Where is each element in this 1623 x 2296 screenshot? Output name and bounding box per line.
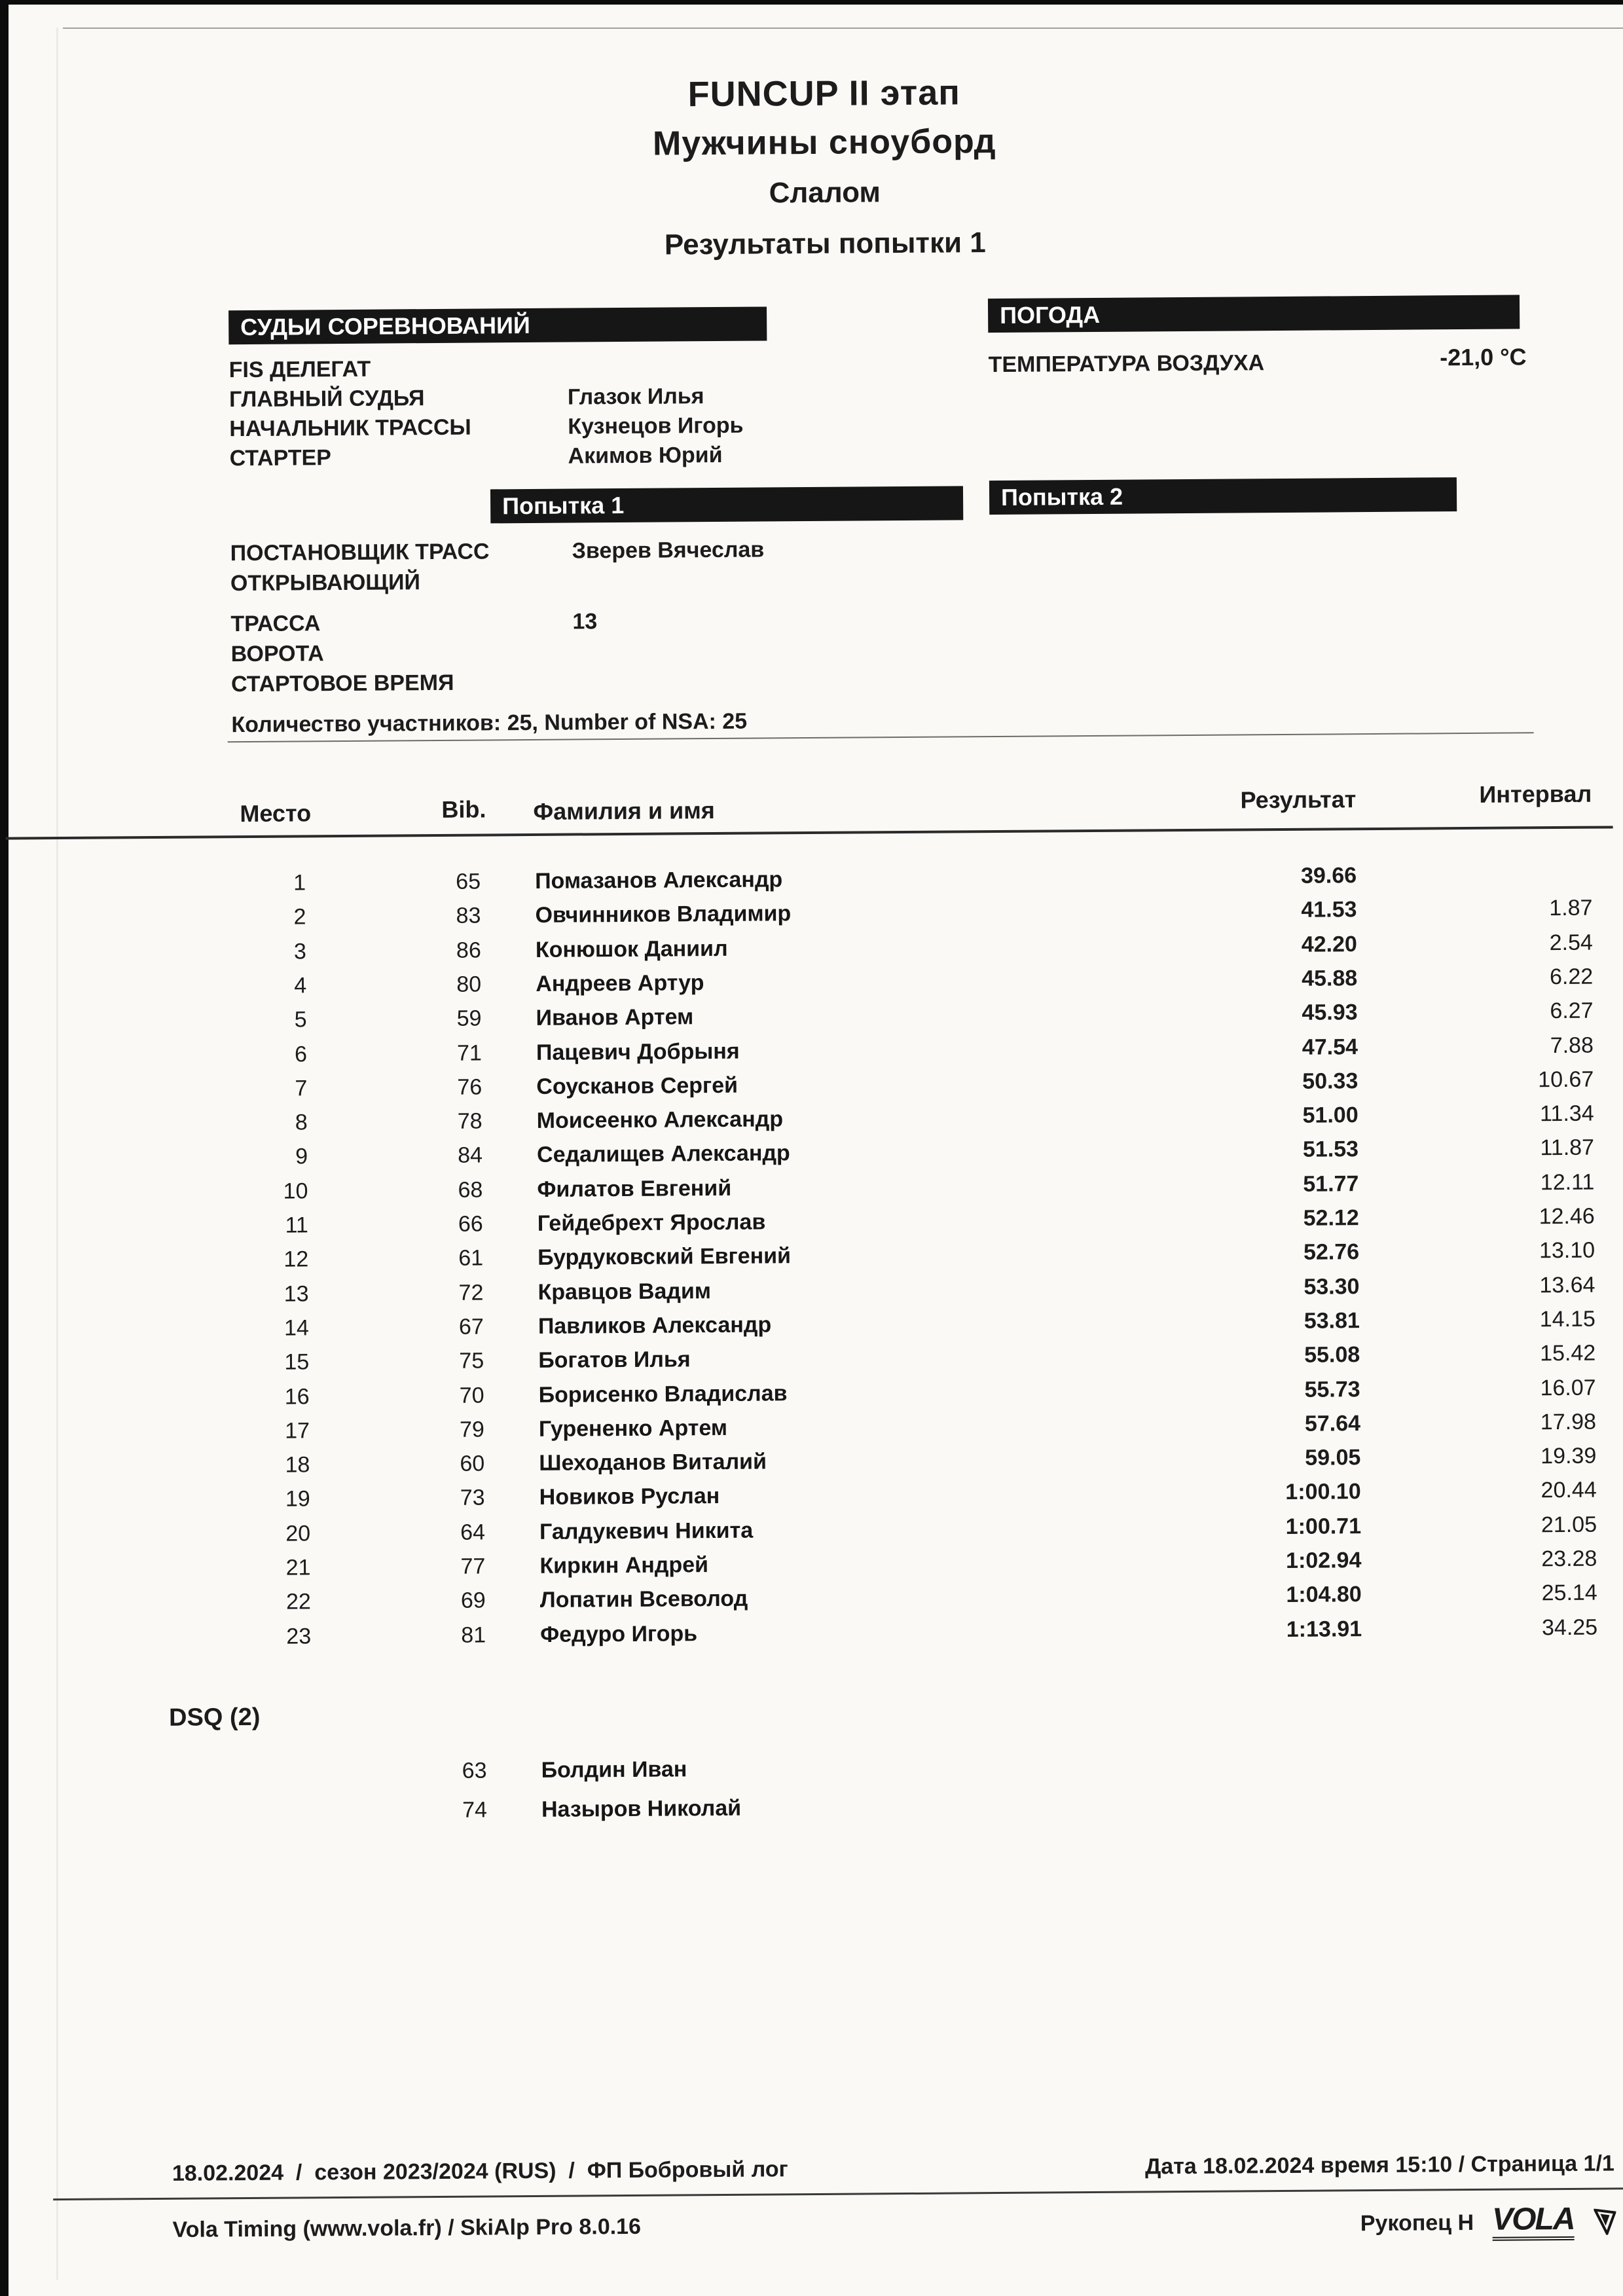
cell-result: 55.08: [1304, 1342, 1360, 1368]
cell-place: 12: [283, 1247, 309, 1272]
cell-result: 1:02.94: [1285, 1548, 1362, 1573]
cell-bib: 75: [459, 1348, 484, 1374]
cell-name: Галдукевич Никита: [539, 1518, 754, 1544]
cell-name: Богатов Илья: [538, 1347, 691, 1374]
cell-bib: 70: [459, 1383, 484, 1408]
cell-interval: 15.42: [1539, 1340, 1596, 1366]
cell-bib: 76: [457, 1074, 483, 1100]
cell-bib: 65: [456, 869, 481, 894]
cell-interval: 12.46: [1539, 1203, 1595, 1230]
cell-place: 10: [283, 1178, 308, 1204]
cell-interval: [1402, 862, 1592, 863]
judge-label-fis-delegate: FIS ДЕЛЕГАТ: [228, 356, 371, 383]
cell-name: Новиков Руслан: [539, 1484, 720, 1510]
cell-place: 5: [294, 1007, 307, 1032]
cell-interval: 21.05: [1541, 1512, 1597, 1537]
course-setter-value: Зверев Вячеслав: [572, 537, 765, 564]
cell-bib: 66: [458, 1211, 483, 1237]
cell-bib: 83: [456, 903, 481, 929]
course-value: 13: [572, 609, 598, 634]
cell-interval: 11.87: [1540, 1135, 1595, 1161]
cell-result: 1:13.91: [1286, 1616, 1362, 1642]
cell-name: Болдин Иван: [541, 1757, 687, 1783]
results-title: Результаты попытки 1: [664, 227, 986, 261]
cell-place: 9: [295, 1144, 308, 1169]
cell-place: 11: [285, 1212, 308, 1238]
cell-name: Назыров Николай: [541, 1795, 742, 1822]
discipline-title: Слалом: [769, 176, 881, 210]
cell-place: 16: [284, 1383, 310, 1410]
cell-result: 1:00.71: [1285, 1513, 1362, 1539]
cell-interval: 1.87: [1549, 895, 1593, 921]
cell-bib: 79: [459, 1417, 485, 1442]
cell-place: 23: [286, 1623, 312, 1649]
cell-interval: 20.44: [1541, 1478, 1597, 1503]
cell-interval: 6.22: [1549, 964, 1594, 990]
cell-result: 55.73: [1304, 1376, 1360, 1402]
cell-interval: 12.11: [1540, 1169, 1595, 1195]
cell-interval: 34.25: [1541, 1614, 1598, 1640]
vola-logo-triangle-icon: [1594, 2208, 1616, 2234]
attempt2-section-header: Попытка 2: [989, 477, 1457, 515]
cell-result: 52.76: [1303, 1239, 1360, 1266]
dsq-section-label: DSQ (2): [168, 1703, 261, 1732]
footer-signature-block: [1360, 2203, 1616, 2242]
cell-result: 42.20: [1301, 931, 1357, 957]
judge-label-chief-judge: ГЛАВНЫЙ СУДЬЯ: [228, 386, 425, 412]
cell-interval: 13.64: [1539, 1272, 1596, 1298]
judge-label-starter: СТАРТЕР: [229, 445, 332, 471]
cell-name: Седалищев Александр: [536, 1140, 790, 1168]
cell-name: Лопатин Всеволод: [539, 1586, 748, 1613]
cell-name: Филатов Евгений: [537, 1175, 732, 1202]
dsq-row: [5, 1789, 1623, 1832]
cell-interval: 14.15: [1539, 1306, 1596, 1332]
cell-place: 8: [295, 1110, 308, 1135]
cell-name: Пацевич Добрыня: [536, 1038, 740, 1065]
cell-result: 45.88: [1301, 966, 1358, 991]
cell-name: Шеходанов Виталий: [539, 1449, 767, 1476]
cell-interval: 10.67: [1538, 1066, 1594, 1093]
cell-place: 20: [285, 1521, 311, 1546]
cell-name: Помазанов Александр: [535, 867, 783, 894]
footer-software-info: Vola Timing (www.vola.fr) / SkiAlp Pro 8.0.16: [172, 2214, 642, 2242]
cell-bib: 64: [460, 1520, 486, 1545]
column-header-name: Фамилия и имя: [533, 797, 715, 825]
column-header-interval: Интервал: [1479, 780, 1592, 808]
cell-interval: 17.98: [1540, 1409, 1597, 1435]
cell-place: 14: [283, 1315, 310, 1341]
cell-bib: 59: [456, 1006, 482, 1031]
cell-bib: 81: [461, 1622, 486, 1648]
forerunner-label: ОТКРЫВАЮЩИЙ: [230, 570, 421, 596]
cell-place: 17: [285, 1418, 310, 1444]
cell-result: 50.33: [1302, 1068, 1359, 1094]
cell-place: 7: [295, 1076, 308, 1101]
cell-name: Павликов Александр: [538, 1312, 772, 1339]
judges-section-header: СУДЬИ СОРЕВНОВАНИЙ: [228, 306, 767, 344]
cell-name: Соусканов Сергей: [536, 1072, 739, 1099]
participants-count: Количество участников: 25, Number of NSA: 25: [231, 708, 748, 738]
course-setter-label: ПОСТАНОВЩИК ТРАСС: [230, 539, 490, 566]
cell-place: 1: [293, 870, 306, 896]
cell-result: 1:00.10: [1285, 1479, 1361, 1505]
cell-name: Иванов Артем: [536, 1004, 694, 1031]
temperature-label: ТЕМПЕРАТУРА ВОЗДУХА: [988, 350, 1265, 378]
cell-bib: 84: [458, 1142, 483, 1169]
weather-section-header: ПОГОДА: [988, 295, 1520, 333]
cell-interval: 19.39: [1541, 1443, 1597, 1469]
cell-bib: 69: [460, 1588, 486, 1614]
temperature-value: -21,0 °C: [1439, 343, 1527, 371]
signer-name: Рукопец Н: [1360, 2210, 1474, 2236]
table-header-underline: [6, 826, 1613, 839]
cell-bib: 86: [456, 938, 481, 963]
judge-label-course-chief: НАЧАЛЬНИК ТРАССЫ: [229, 414, 471, 442]
cell-name: Овчинников Владимир: [535, 901, 792, 928]
vola-logo: VOLA: [1492, 2204, 1575, 2241]
cell-name: Киркин Андрей: [539, 1552, 709, 1578]
attempt1-section-header: Попытка 1: [490, 486, 963, 523]
footer-divider: [53, 2187, 1623, 2200]
cell-result: 41.53: [1301, 897, 1357, 923]
cell-interval: 25.14: [1541, 1580, 1597, 1606]
gates-label: ВОРОТА: [230, 641, 324, 667]
cell-name: Андреев Артур: [536, 970, 704, 996]
cell-name: Борисенко Владислав: [538, 1380, 788, 1408]
cell-bib: 72: [458, 1280, 484, 1305]
cell-interval: 7.88: [1550, 1032, 1594, 1058]
cell-name: Бурдуковский Евгений: [538, 1243, 792, 1271]
judge-value-starter: Акимов Юрий: [568, 442, 723, 469]
cell-result: 51.53: [1302, 1137, 1359, 1163]
cell-result: 52.12: [1303, 1205, 1359, 1231]
cell-bib: 61: [458, 1245, 484, 1271]
cell-place: 13: [283, 1281, 309, 1307]
cell-interval: 11.34: [1539, 1101, 1594, 1127]
judge-value-chief-judge: Глазок Илья: [567, 384, 704, 410]
cell-interval: 13.10: [1539, 1237, 1596, 1264]
cell-bib: 74: [462, 1797, 488, 1823]
cell-interval: 23.28: [1541, 1546, 1597, 1572]
dsq-row: [5, 1750, 1623, 1793]
cell-interval: 2.54: [1549, 930, 1593, 955]
cell-result: 47.54: [1302, 1034, 1359, 1060]
cell-bib: 68: [458, 1177, 483, 1203]
cell-place: 21: [285, 1555, 311, 1580]
cell-place: 19: [285, 1486, 310, 1512]
column-header-place: Место: [240, 799, 312, 828]
cell-place: 2: [293, 904, 306, 930]
cell-place: 6: [294, 1041, 308, 1067]
cell-name: Федуро Игорь: [540, 1620, 698, 1647]
cell-result: 53.81: [1304, 1308, 1360, 1334]
cell-bib: 73: [460, 1485, 485, 1511]
event-title: FUNCUP II этап: [687, 73, 961, 115]
cell-bib: 60: [460, 1451, 485, 1476]
cell-name: Гейдебрехт Ярослав: [537, 1209, 766, 1236]
cell-bib: 71: [456, 1040, 483, 1066]
cell-result: 57.64: [1304, 1410, 1361, 1436]
cell-bib: 63: [462, 1758, 487, 1783]
judge-value-course-chief: Кузнецов Игорь: [568, 412, 744, 439]
cell-place: 18: [285, 1452, 310, 1478]
cell-place: 4: [294, 973, 307, 998]
cell-bib: 78: [457, 1108, 483, 1134]
cell-interval: 16.07: [1540, 1375, 1596, 1400]
cell-name: Конюшок Даниил: [535, 936, 728, 962]
cell-result: 1:04.80: [1286, 1582, 1362, 1608]
cell-result: 45.93: [1302, 1000, 1358, 1025]
category-title: Мужчины сноуборд: [652, 122, 996, 163]
cell-place: 3: [293, 938, 307, 964]
column-header-bib: Bib.: [441, 795, 486, 823]
column-header-result: Результат: [1240, 786, 1357, 814]
cell-bib: 77: [460, 1554, 486, 1579]
start-time-label: СТАРТОВОЕ ВРЕМЯ: [230, 670, 454, 697]
cell-name: Моисеенко Александр: [536, 1106, 784, 1134]
cell-name: Кравцов Вадим: [538, 1278, 712, 1305]
cell-bib: 80: [456, 972, 482, 997]
cell-place: 15: [284, 1349, 310, 1375]
cell-result: 51.00: [1302, 1102, 1359, 1128]
footer-event-info: 18.02.2024 / сезон 2023/2024 (RUS) / ФП Бобровый лог: [172, 2157, 788, 2186]
cell-name: Гурененко Артем: [538, 1415, 728, 1442]
cell-result: 53.30: [1304, 1273, 1360, 1300]
course-label: ТРАССА: [230, 611, 321, 637]
cell-bib: 67: [458, 1314, 484, 1339]
cell-place: 22: [285, 1589, 311, 1614]
cell-interval: 6.27: [1550, 998, 1594, 1024]
cell-result: 51.77: [1303, 1171, 1359, 1197]
cell-result: 39.66: [1300, 863, 1357, 888]
footer-date-page: Дата 18.02.2024 время 15:10 / Страница 1/1: [1144, 2151, 1614, 2179]
cell-result: 59.05: [1305, 1445, 1361, 1470]
